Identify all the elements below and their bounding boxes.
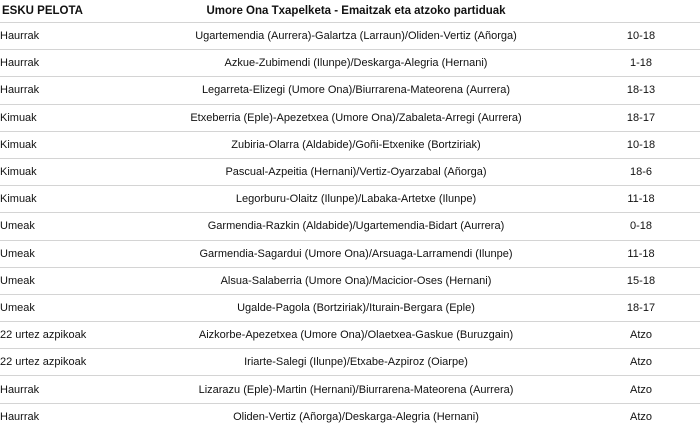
score-cell: 1-18 <box>582 50 700 77</box>
match-cell: Garmendia-Razkin (Aldabide)/Ugartemendia-Bidart (Aurrera) <box>130 213 582 240</box>
category-cell: Haurrak <box>0 23 130 50</box>
table-row <box>0 376 700 403</box>
match-cell: Alsua-Salaberria (Umore Ona)/Macicior-Oses (Hernani) <box>130 267 582 294</box>
table-row <box>0 131 700 158</box>
score-cell: Atzo <box>582 349 700 376</box>
match-cell: Legarreta-Elizegi (Umore Ona)/Biurrarena-Mateorena (Aurrera) <box>130 77 582 104</box>
category-cell: Umeak <box>0 240 130 267</box>
match-cell: Oliden-Vertiz (Añorga)/Deskarga-Alegria (Hernani) <box>130 403 582 430</box>
table-row <box>0 403 700 430</box>
match-cell: Aizkorbe-Apezetxea (Umore Ona)/Olaetxea-Gaskue (Buruzgain) <box>130 322 582 349</box>
category-cell: Haurrak <box>0 376 130 403</box>
score-cell: 18-6 <box>582 158 700 185</box>
score-cell: Atzo <box>582 376 700 403</box>
category-cell: Kimuak <box>0 158 130 185</box>
match-cell: Pascual-Azpeitia (Hernani)/Vertiz-Oyarzabal (Añorga) <box>130 158 582 185</box>
score-cell: 11-18 <box>582 240 700 267</box>
score-heading <box>582 0 700 23</box>
category-cell: Umeak <box>0 213 130 240</box>
table-row <box>0 50 700 77</box>
category-cell: Kimuak <box>0 104 130 131</box>
match-cell: Lizarazu (Eple)-Martin (Hernani)/Biurrarena-Mateorena (Aurrera) <box>130 376 582 403</box>
category-cell: Haurrak <box>0 403 130 430</box>
match-cell: Legorburu-Olaitz (Ilunpe)/Labaka-Artetxe (Ilunpe) <box>130 186 582 213</box>
table-row <box>0 267 700 294</box>
score-cell: 18-13 <box>582 77 700 104</box>
score-cell: 18-17 <box>582 104 700 131</box>
table-row <box>0 186 700 213</box>
table-row <box>0 240 700 267</box>
category-cell: Umeak <box>0 267 130 294</box>
match-cell: Iriarte-Salegi (Ilunpe)/Etxabe-Azpiroz (Oiarpe) <box>130 349 582 376</box>
match-cell: Ugartemendia (Aurrera)-Galartza (Larraun)/Oliden-Vertiz (Añorga) <box>130 23 582 50</box>
category-cell: Haurrak <box>0 77 130 104</box>
score-cell: 15-18 <box>582 267 700 294</box>
score-cell: 10-18 <box>582 131 700 158</box>
category-cell: Umeak <box>0 294 130 321</box>
match-cell: Ugalde-Pagola (Bortziriak)/Iturain-Bergara (Eple) <box>130 294 582 321</box>
score-cell: 18-17 <box>582 294 700 321</box>
table-row <box>0 104 700 131</box>
match-cell: Zubiria-Olarra (Aldabide)/Goñi-Etxenike (Bortziriak) <box>130 131 582 158</box>
score-cell: 10-18 <box>582 23 700 50</box>
score-cell: Atzo <box>582 403 700 430</box>
category-cell: 22 urtez azpikoak <box>0 322 130 349</box>
score-cell: 0-18 <box>582 213 700 240</box>
category-cell: Haurrak <box>0 50 130 77</box>
header-row <box>0 0 700 23</box>
category-cell: Kimuak <box>0 186 130 213</box>
score-cell: Atzo <box>582 322 700 349</box>
table-row <box>0 322 700 349</box>
table-row <box>0 213 700 240</box>
table-row <box>0 77 700 104</box>
table-row <box>0 23 700 50</box>
table-title: Umore Ona Txapelketa - Emaitzak eta atzoko partiduak <box>206 5 506 17</box>
match-cell: Azkue-Zubimendi (Ilunpe)/Deskarga-Alegria (Hernani) <box>130 50 582 77</box>
score-cell: 11-18 <box>582 186 700 213</box>
match-cell: Garmendia-Sagardui (Umore Ona)/Arsuaga-Larramendi (Ilunpe) <box>130 240 582 267</box>
table-row <box>0 349 700 376</box>
sport-heading: ESKU PELOTA <box>2 5 83 17</box>
category-cell: Kimuak <box>0 131 130 158</box>
results-body <box>0 23 700 430</box>
table-row <box>0 294 700 321</box>
table-row <box>0 158 700 185</box>
category-cell: 22 urtez azpikoak <box>0 349 130 376</box>
match-cell: Etxeberria (Eple)-Apezetxea (Umore Ona)/Zabaleta-Arregi (Aurrera) <box>130 104 582 131</box>
